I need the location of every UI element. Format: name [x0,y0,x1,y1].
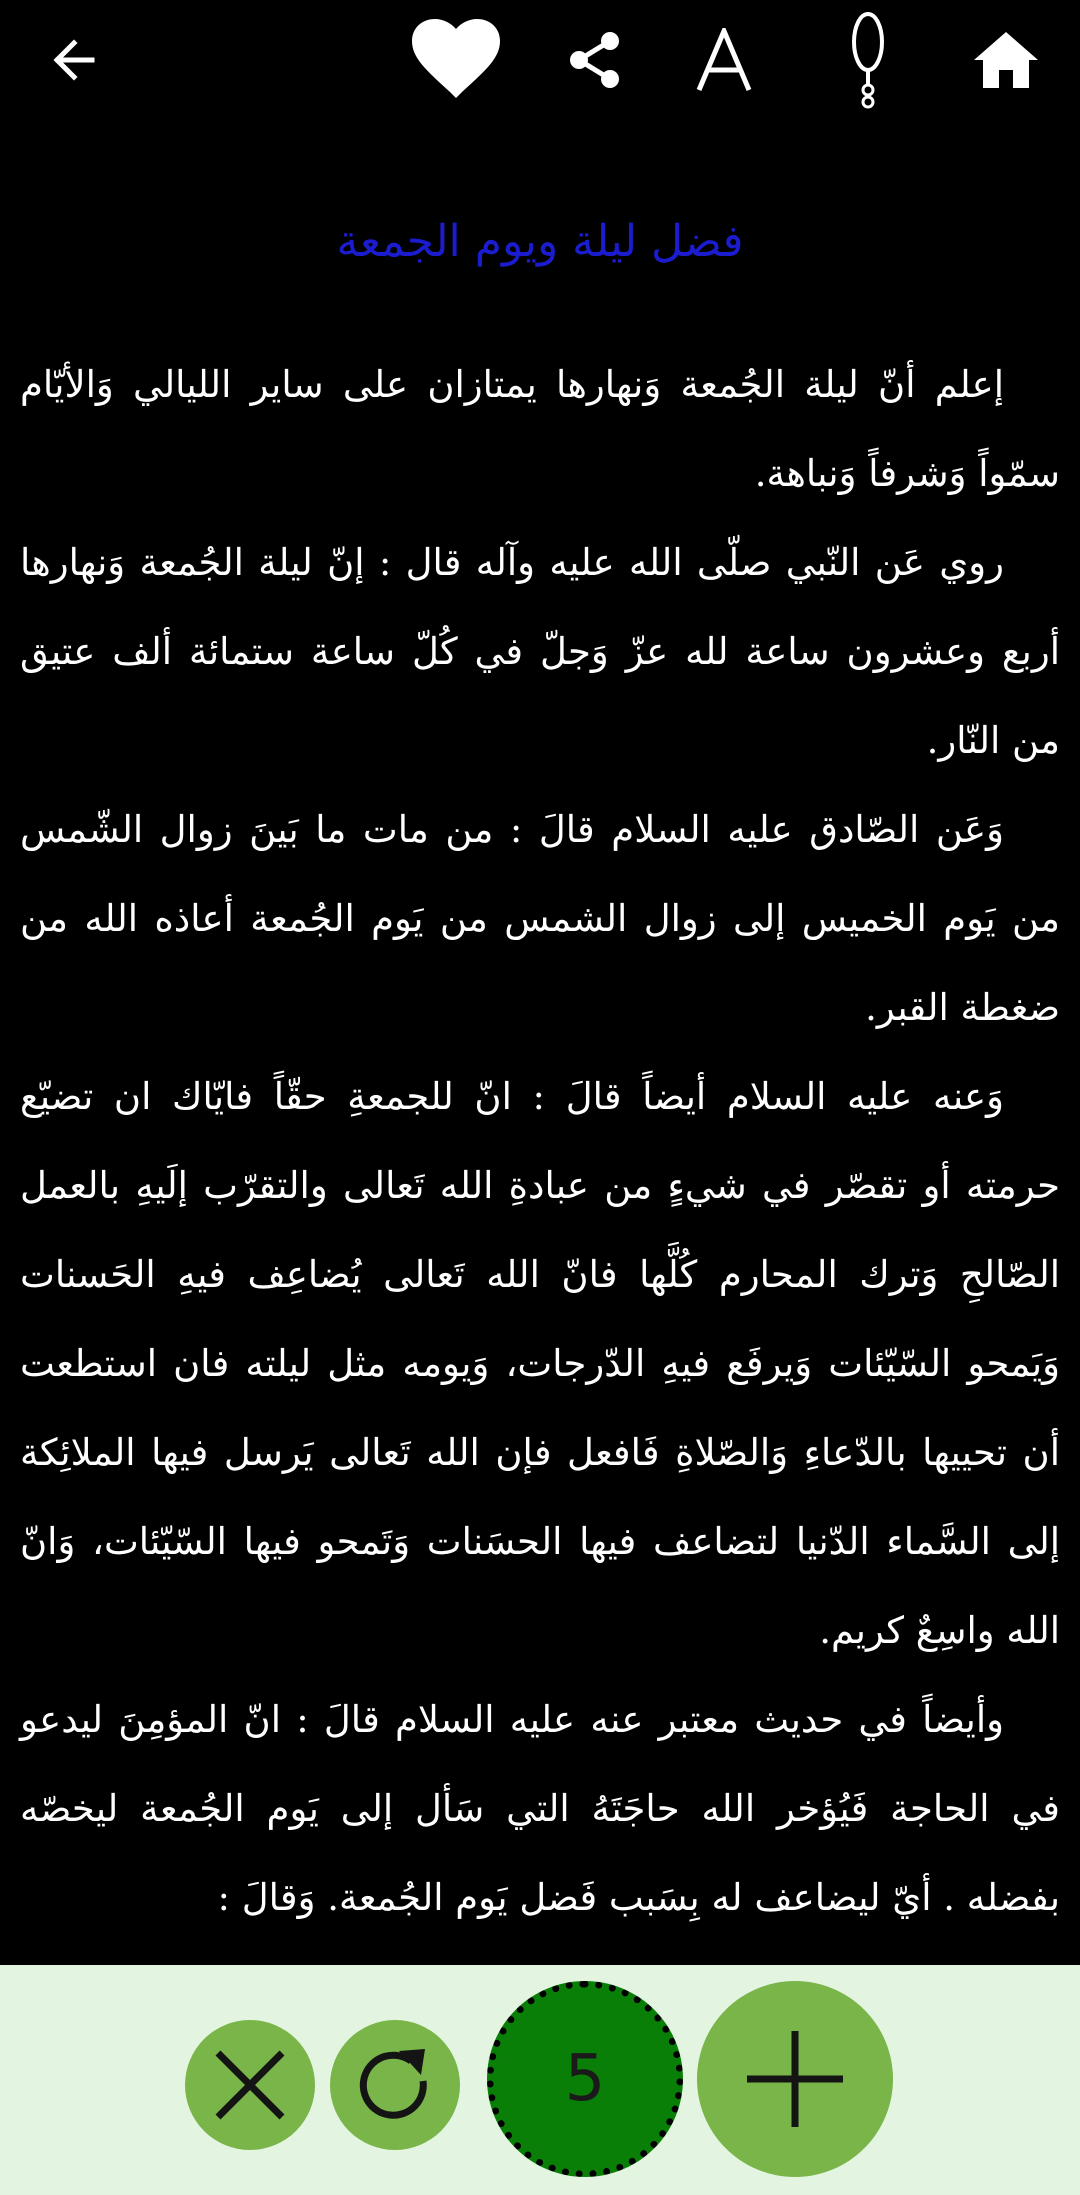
paragraph: وأيضاً في حديث معتبر عنه عليه السلام قالَ : انّ المؤمِنَ ليدعو في الحاجة فَيُؤخر الله حاجَتَهُ التي سَأل إلى يَوم الجُمعة ليخصّه بفضله . أيّ ليضاعف له بِسَبب فَضل يَوم الجُمعة. وَقالَ : [20,1698,1060,1919]
close-button[interactable] [185,2020,315,2150]
article-body [20,340,1060,1942]
close-icon [212,2047,288,2123]
paragraph: إعلم أنّ ليلة الجُمعة وَنهارها يمتازان على ساير الليالي وَالأيّام سمّواً وَشرفاً وَنباهة. [20,363,1060,495]
article-title: فضل ليلة ويوم الجمعة [336,216,744,267]
font-size-button[interactable] [676,12,772,108]
increment-button[interactable] [697,1981,893,2177]
home-button[interactable] [958,12,1054,108]
reset-button[interactable] [330,2020,460,2150]
heart-icon [410,18,502,102]
paragraph: وَعنه عليه السلام أيضاً قالَ : انّ للجمعةِ حقّاً فايّاك ان تضيّع حرمته أو تقصّر في شيءٍ من عبادةِ الله تَعالى والتقرّب إلَيهِ بالعمل الصّالحِ وَترك المحارم كُلَّها فانّ الله تَعالى يُضاعِف فيهِ الحَسنات وَيَمحو السّيّئات وَيرفَع فيهِ الدّرجات، وَيومه مثل ليلته فان استطعت أن تحييها بالدّعاءِ وَالصّلاةِ فَافعل فإن الله تَعالى يَرسل فيها الملائِكة إلى السَّماء الدّنيا لتضاعف فيها الحسَنات وَتَمحو فيها السّيّئات، وَانّ الله واسِعٌ كريم. [20,1075,1060,1652]
paragraph: وَعَن الصّادق عليه السلام قالَ : من مات ما بَينَ زوال الشّمس من يَوم الخميس إلى زوال الشمس من يَوم الجُمعة أعاذه الله من ضغطة القبر. [20,808,1060,1029]
counter-bar [0,1965,1080,2195]
share-button[interactable] [547,12,643,108]
top-toolbar [0,0,1080,120]
font-size-icon [694,28,754,92]
home-icon [972,30,1040,90]
arrow-back-icon [46,32,102,88]
paragraph: روي عَن النّبي صلّى الله عليه وآله قال : إنّ ليلة الجُمعة وَنهارها أربع وعشرون ساعة لله عزّ وَجلّ في كُلّ ساعة ستمائة ألف عتيق من النّار. [20,541,1060,762]
back-button[interactable] [26,12,122,108]
counter-value: 5 [564,2042,606,2116]
prayer-beads-icon [843,10,893,110]
article-content[interactable] [0,120,1080,1965]
tasbih-button[interactable] [820,12,916,108]
counter-display [487,1981,683,2177]
plus-icon [743,2027,847,2131]
favorite-button[interactable] [408,12,504,108]
share-icon [565,30,625,90]
refresh-icon [353,2043,437,2127]
